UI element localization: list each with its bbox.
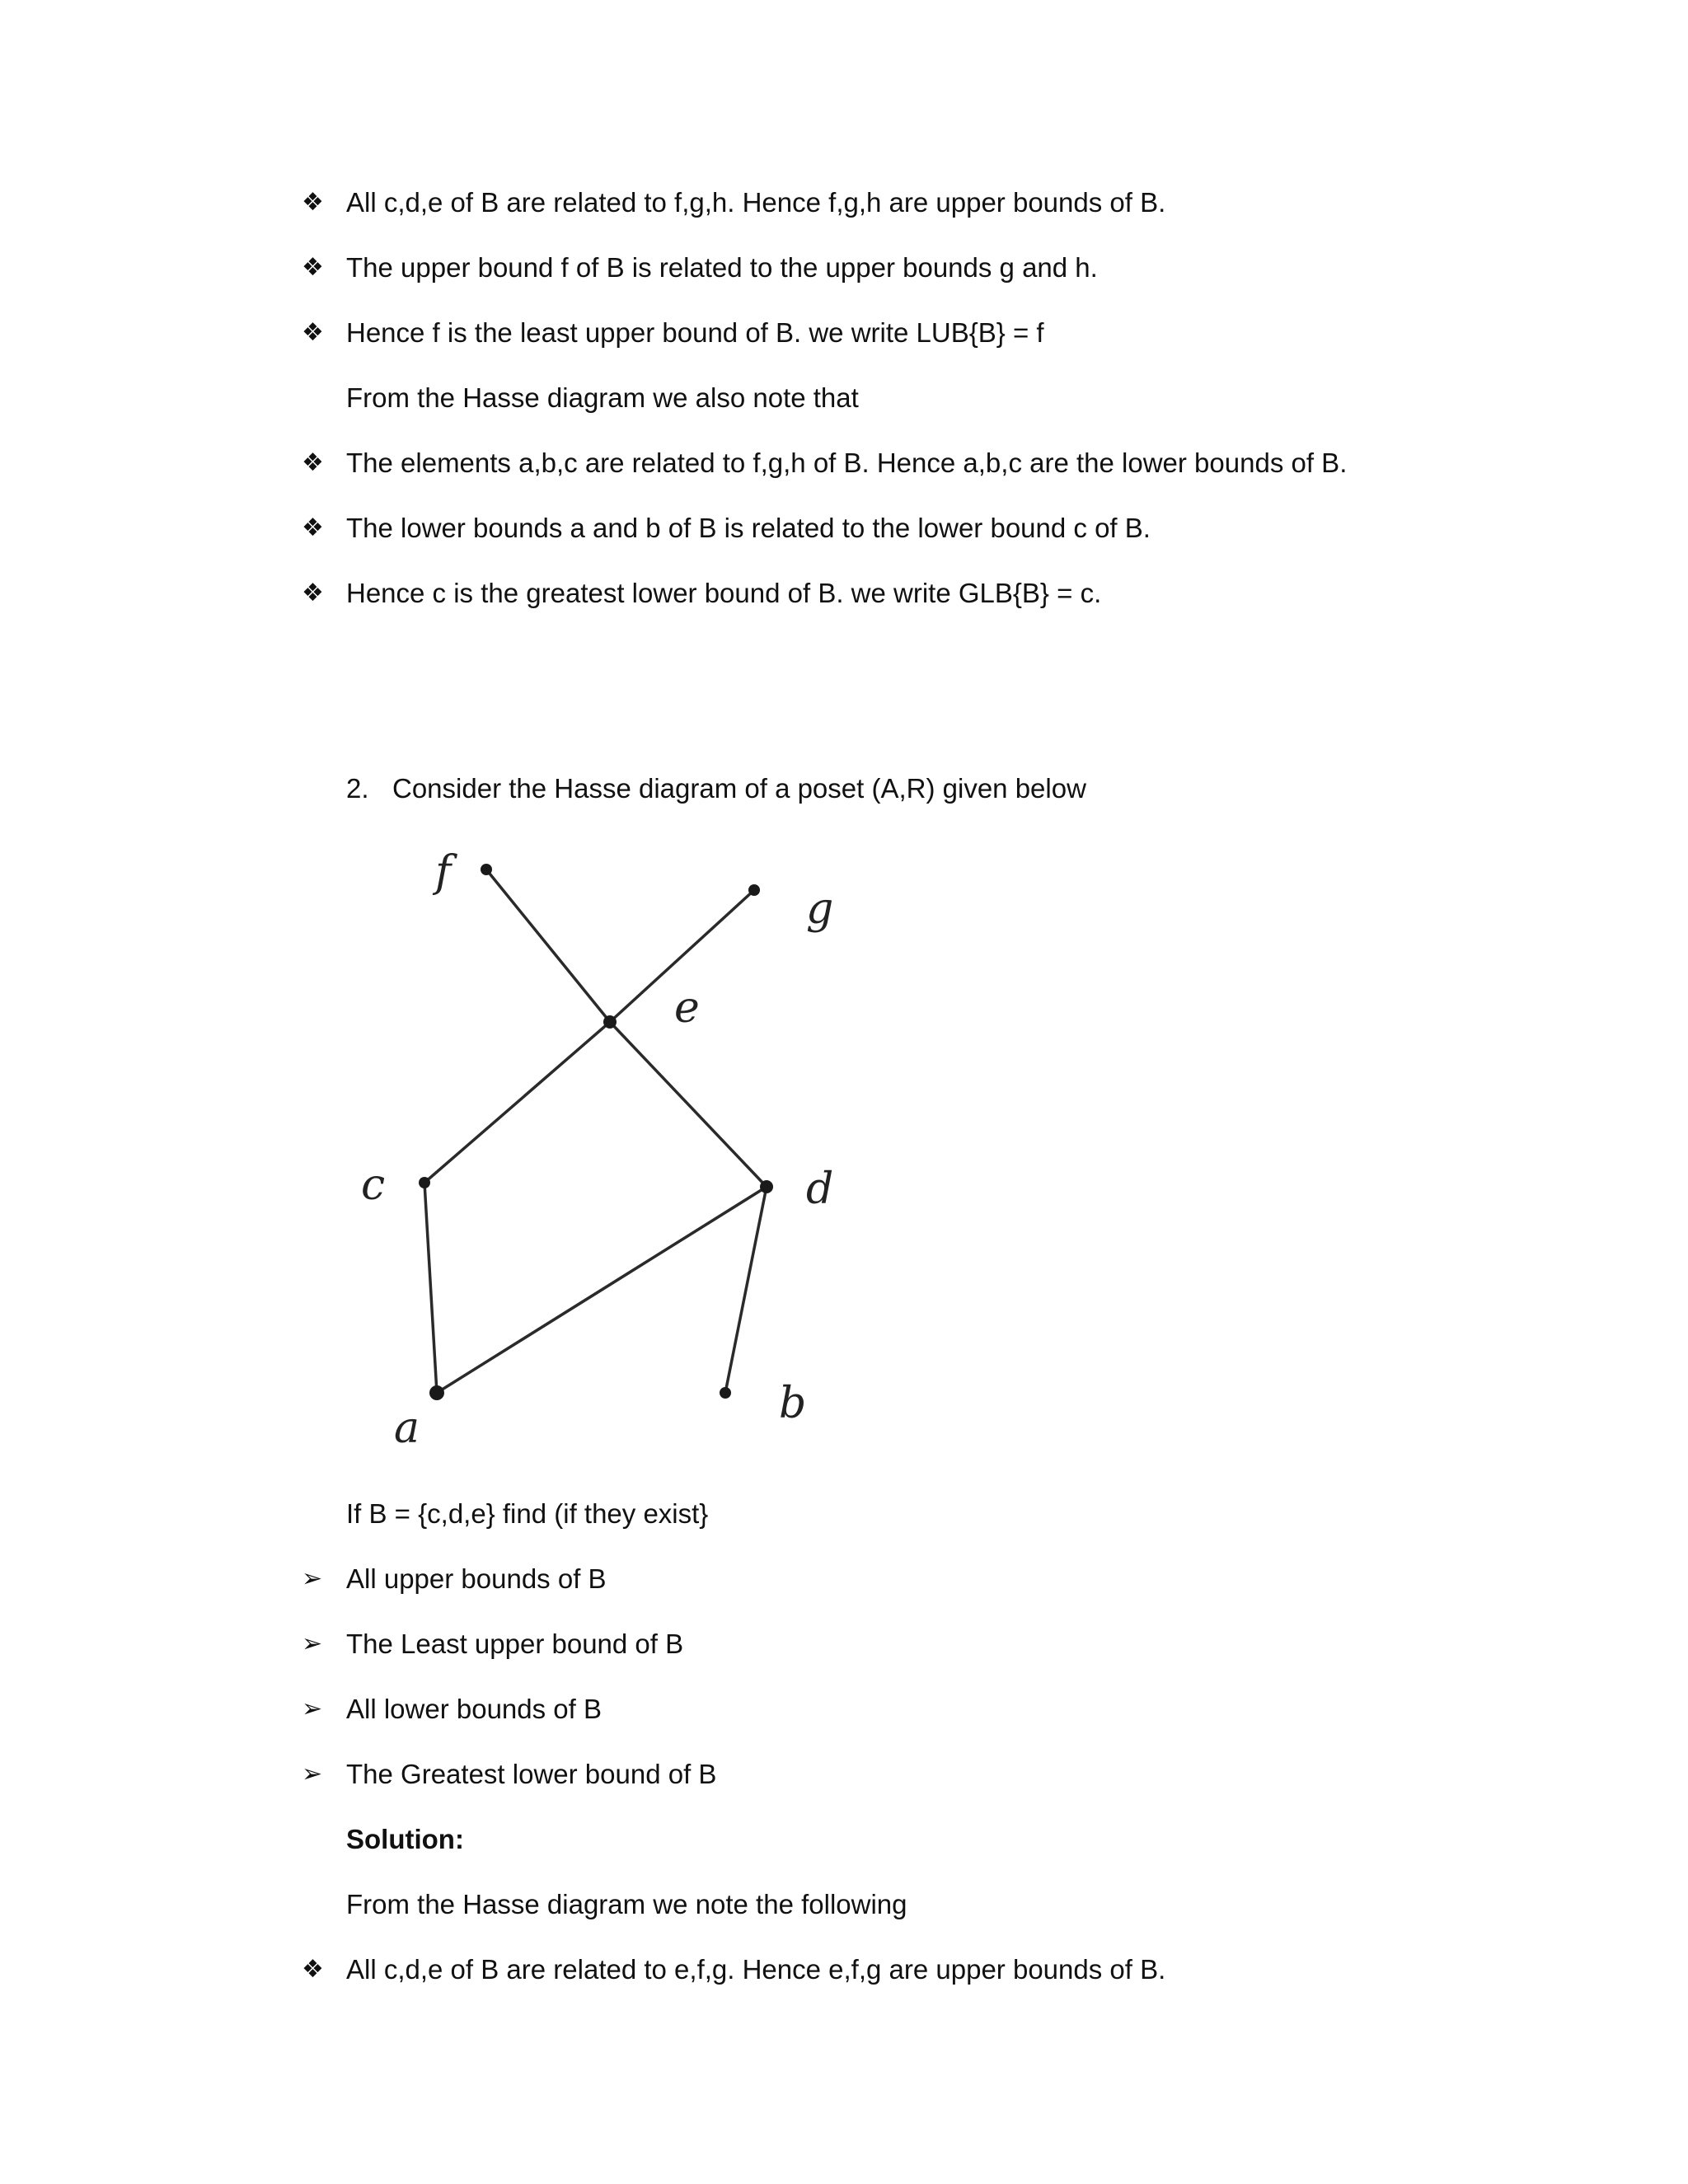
- vertex-b: [720, 1387, 731, 1399]
- upper-bounds-statement: All c,d,e of B are related to f,g,h. Hence f,g,h are upper bounds of B.: [346, 187, 1166, 218]
- arrow-bullet-icon: ➢: [302, 1760, 323, 1788]
- vertex-c: [419, 1177, 430, 1188]
- label-b: b: [779, 1379, 807, 1428]
- arrow-bullet-icon: ➢: [302, 1694, 323, 1723]
- arrow-bullet-icon: ➢: [302, 1629, 323, 1658]
- label-c: c: [361, 1160, 386, 1210]
- edge-e-d: [610, 1022, 767, 1187]
- lower-bound-relation-statement: The lower bounds a and b of B is related to the lower bound c of B.: [346, 513, 1151, 543]
- task-upper-bounds: All upper bounds of B: [346, 1563, 607, 1594]
- solution-heading: Solution:: [346, 1824, 464, 1854]
- diamond-bullet-icon: ❖: [302, 318, 324, 347]
- diamond-bullet-icon: ❖: [302, 1955, 324, 1984]
- vertex-d: [760, 1180, 773, 1193]
- diamond-bullet-icon: ❖: [302, 188, 324, 217]
- diamond-bullet-icon: ❖: [302, 253, 324, 282]
- vertex-a: [429, 1385, 444, 1400]
- arrow-bullet-icon: ➢: [302, 1564, 323, 1593]
- edge-c-a: [424, 1183, 437, 1393]
- label-d: d: [806, 1165, 834, 1214]
- solution-upper-bounds: All c,d,e of B are related to e,f,g. Hence e,f,g are upper bounds of B.: [346, 1954, 1166, 1985]
- vertex-e: [603, 1015, 617, 1029]
- task-lower-bounds: All lower bounds of B: [346, 1694, 603, 1724]
- edge-f-e: [486, 869, 610, 1022]
- solution-note: From the Hasse diagram we note the following: [346, 1889, 907, 1919]
- lower-bounds-statement: The elements a,b,c are related to f,g,h of B. Hence a,b,c are the lower bounds of B.: [346, 448, 1348, 478]
- question-number: 2.: [346, 773, 369, 804]
- label-f: f: [435, 847, 452, 897]
- edge-d-b: [725, 1187, 767, 1393]
- edge-a-d: [437, 1187, 767, 1393]
- vertex-g: [748, 884, 760, 896]
- vertex-f: [481, 864, 492, 875]
- label-a: a: [394, 1404, 420, 1453]
- hasse-diagram: [330, 841, 890, 1483]
- label-e: e: [674, 983, 700, 1033]
- task-glb: The Greatest lower bound of B: [346, 1759, 717, 1789]
- edge-e-c: [424, 1022, 610, 1183]
- question-text: Consider the Hasse diagram of a poset (A,R) given below: [392, 773, 1086, 804]
- given-set: If B = {c,d,e} find (if they exist}: [346, 1498, 709, 1529]
- upper-bound-relation-statement: The upper bound f of B is related to the upper bounds g and h.: [346, 252, 1098, 283]
- task-lub: The Least upper bound of B: [346, 1629, 684, 1659]
- hasse-note: From the Hasse diagram we also note that: [346, 382, 859, 413]
- lub-statement: Hence f is the least upper bound of B. we write LUB{B} = f: [346, 317, 1044, 348]
- diamond-bullet-icon: ❖: [302, 579, 324, 607]
- diamond-bullet-icon: ❖: [302, 448, 324, 477]
- diamond-bullet-icon: ❖: [302, 513, 324, 542]
- label-g: g: [806, 884, 834, 934]
- glb-statement: Hence c is the greatest lower bound of B. we write GLB{B} = c.: [346, 578, 1102, 608]
